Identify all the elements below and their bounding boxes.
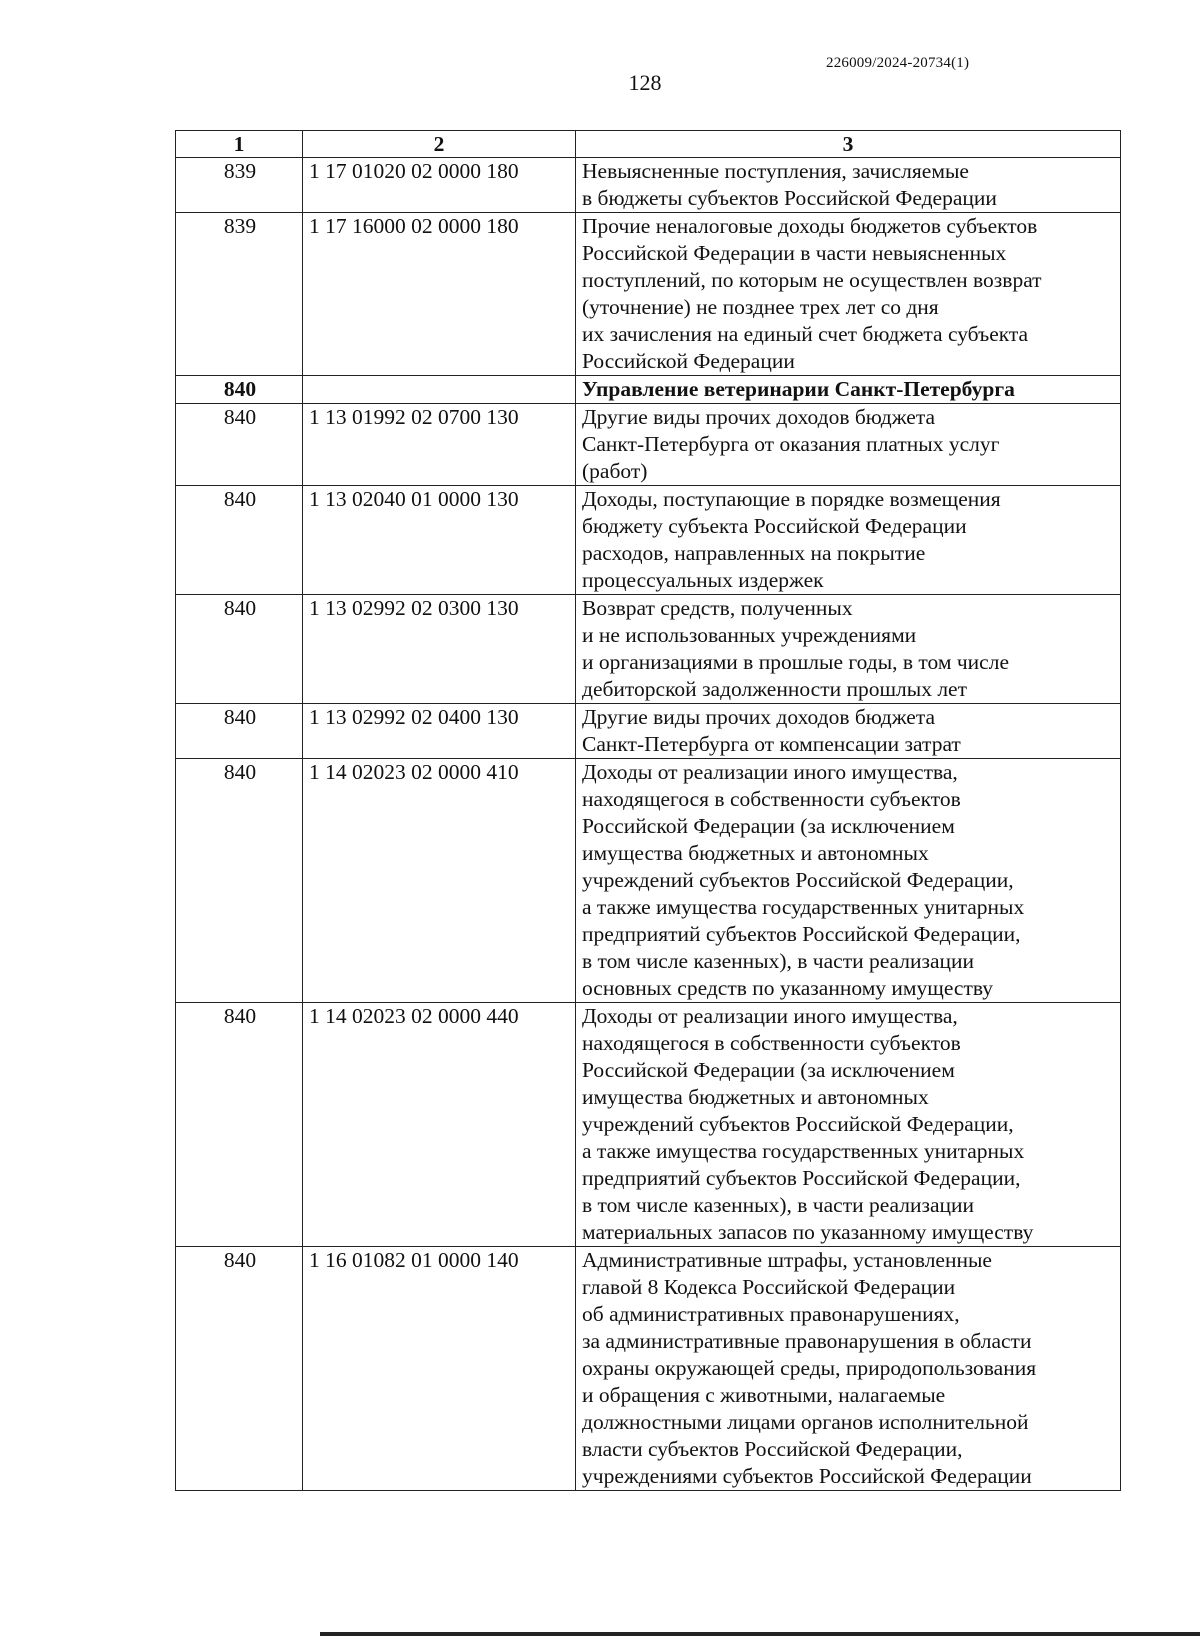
- admin-code-cell: 840: [176, 376, 303, 404]
- description-line: поступлений, по которым не осуществлен возврат: [582, 268, 1042, 292]
- budget-classification-code-cell: 1 16 01082 01 0000 140: [303, 1247, 576, 1491]
- description-line: учреждений субъектов Российской Федерации,: [582, 1112, 1014, 1136]
- description-cell: [576, 704, 1121, 759]
- description-line: учреждений субъектов Российской Федерации,: [582, 868, 1014, 892]
- table-row: [176, 486, 1121, 595]
- table-row: [176, 1003, 1121, 1247]
- description-line: имущества бюджетных и автономных: [582, 841, 929, 865]
- table-row: [176, 376, 1121, 404]
- description-line: Другие виды прочих доходов бюджета: [582, 705, 936, 729]
- description-line: Санкт-Петербурга от оказания платных услуг: [582, 432, 1000, 456]
- admin-code-cell: 840: [176, 1003, 303, 1247]
- scan-bottom-edge: [320, 1632, 1200, 1636]
- description-line: Доходы, поступающие в порядке возмещения: [582, 487, 1001, 511]
- table-header-row: [176, 131, 1121, 158]
- description-cell: [576, 759, 1121, 1003]
- description-line: Другие виды прочих доходов бюджета: [582, 405, 936, 429]
- description-line: а также имущества государственных унитарных: [582, 1139, 1025, 1163]
- column-header-2: 2: [303, 131, 576, 158]
- budget-classification-code-cell: 1 14 02023 02 0000 440: [303, 1003, 576, 1247]
- admin-code-cell: 840: [176, 595, 303, 704]
- table-row: [176, 404, 1121, 486]
- description-cell: [576, 1247, 1121, 1491]
- description-line: дебиторской задолженности прошлых лет: [582, 677, 967, 701]
- table-row: [176, 595, 1121, 704]
- description-line: Управление ветеринарии Санкт-Петербурга: [582, 377, 1015, 401]
- description-line: главой 8 Кодекса Российской Федерации: [582, 1275, 956, 1299]
- column-header-1: 1: [176, 131, 303, 158]
- budget-classification-code-cell: [303, 376, 576, 404]
- description-line: Российской Федерации (за исключением: [582, 814, 955, 838]
- description-cell: [576, 213, 1121, 376]
- table-row: [176, 759, 1121, 1003]
- description-line: расходов, направленных на покрытие: [582, 541, 926, 565]
- budget-classification-code-cell: 1 13 02992 02 0300 130: [303, 595, 576, 704]
- description-line: учреждениями субъектов Российской Федерации: [582, 1464, 1032, 1488]
- description-line: и не использованных учреждениями: [582, 623, 917, 647]
- description-line: Российской Федерации в части невыясненных: [582, 241, 1007, 265]
- admin-code-cell: 839: [176, 158, 303, 213]
- description-line: находящегося в собственности субъектов: [582, 1031, 961, 1055]
- description-line: Российской Федерации (за исключением: [582, 1058, 955, 1082]
- page-number: 128: [628, 70, 662, 95]
- budget-classification-code-cell: 1 17 01020 02 0000 180: [303, 158, 576, 213]
- description-cell: [576, 376, 1121, 404]
- budget-classification-code-cell: 1 13 01992 02 0700 130: [303, 404, 576, 486]
- budget-classification-code-cell: 1 17 16000 02 0000 180: [303, 213, 576, 376]
- description-line: а также имущества государственных унитарных: [582, 895, 1025, 919]
- admin-code-cell: 840: [176, 404, 303, 486]
- description-line: Доходы от реализации иного имущества,: [582, 1004, 958, 1028]
- admin-code-cell: 839: [176, 213, 303, 376]
- table-row: [176, 158, 1121, 213]
- description-line: находящегося в собственности субъектов: [582, 787, 961, 811]
- description-line: Возврат средств, полученных: [582, 596, 853, 620]
- description-line: Административные штрафы, установленные: [582, 1248, 992, 1272]
- description-line: должностными лицами органов исполнительной: [582, 1410, 1029, 1434]
- description-line: и обращения с животными, налагаемые: [582, 1383, 946, 1407]
- document-id: 226009/2024-20734(1): [826, 55, 970, 71]
- description-line: Санкт-Петербурга от компенсации затрат: [582, 732, 961, 756]
- description-line: предприятий субъектов Российской Федерации,: [582, 922, 1021, 946]
- description-line: в том числе казенных), в части реализации: [582, 1193, 975, 1217]
- admin-code-cell: 840: [176, 1247, 303, 1491]
- revenue-codes-table: [175, 130, 1121, 1491]
- description-cell: [576, 595, 1121, 704]
- description-line: (уточнение) не позднее трех лет со дня: [582, 295, 939, 319]
- description-line: Невыясненные поступления, зачисляемые: [582, 159, 969, 183]
- description-line: основных средств по указанному имуществу: [582, 976, 994, 1000]
- description-line: бюджету субъекта Российской Федерации: [582, 514, 967, 538]
- budget-classification-code-cell: 1 13 02040 01 0000 130: [303, 486, 576, 595]
- budget-classification-code-cell: 1 14 02023 02 0000 410: [303, 759, 576, 1003]
- admin-code-cell: 840: [176, 704, 303, 759]
- description-cell: [576, 158, 1121, 213]
- description-line: об административных правонарушениях,: [582, 1302, 960, 1326]
- description-line: Российской Федерации: [582, 349, 795, 373]
- description-line: охраны окружающей среды, природопользования: [582, 1356, 1037, 1380]
- description-line: предприятий субъектов Российской Федерации,: [582, 1166, 1021, 1190]
- budget-classification-code-cell: 1 13 02992 02 0400 130: [303, 704, 576, 759]
- description-line: материальных запасов по указанному имуществу: [582, 1220, 1034, 1244]
- description-line: их зачисления на единый счет бюджета субъекта: [582, 322, 1029, 346]
- description-cell: [576, 404, 1121, 486]
- description-cell: [576, 486, 1121, 595]
- description-line: за административные правонарушения в области: [582, 1329, 1032, 1353]
- description-line: процессуальных издержек: [582, 568, 824, 592]
- table-row: [176, 213, 1121, 376]
- table-row: [176, 1247, 1121, 1491]
- admin-code-cell: 840: [176, 759, 303, 1003]
- description-line: в бюджеты субъектов Российской Федерации: [582, 186, 997, 210]
- description-line: Прочие неналоговые доходы бюджетов субъектов: [582, 214, 1038, 238]
- admin-code-cell: 840: [176, 486, 303, 595]
- description-line: имущества бюджетных и автономных: [582, 1085, 929, 1109]
- description-line: и организациями в прошлые годы, в том числе: [582, 650, 1009, 674]
- description-line: Доходы от реализации иного имущества,: [582, 760, 958, 784]
- description-line: в том числе казенных), в части реализации: [582, 949, 975, 973]
- description-line: власти субъектов Российской Федерации,: [582, 1437, 963, 1461]
- description-cell: [576, 1003, 1121, 1247]
- description-line: (работ): [582, 459, 648, 483]
- column-header-3: 3: [576, 131, 1121, 158]
- table-row: [176, 704, 1121, 759]
